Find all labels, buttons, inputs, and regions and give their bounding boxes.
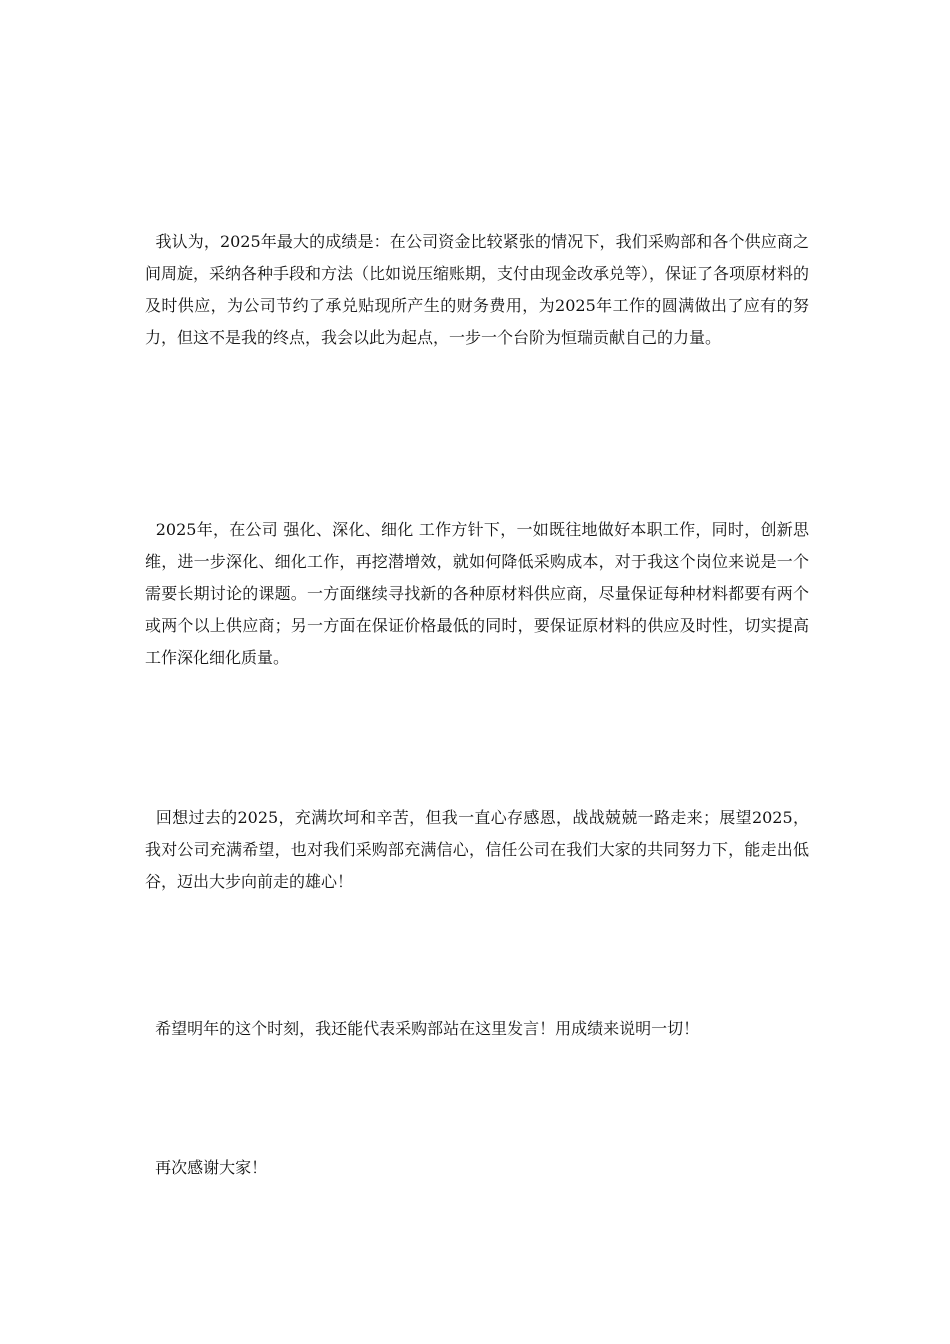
paragraph-review-outlook: 回想过去的2025，充满坎坷和辛苦，但我一直心存感恩，战战兢兢一路走来；展望2025，我对公司充满希望，也对我们采购部充满信心，信任公司在我们大家的共同努力下，能走出低谷，迈出大步向前走的雄心！ [145, 808, 809, 891]
paragraph-thanks: 再次感谢大家！ [145, 1158, 268, 1177]
paragraph-achievements: 我认为，2025年最大的成绩是：在公司资金比较紧张的情况下，我们采购部和各个供应商之间周旋，采纳各种手段和方法（比如说压缩账期，支付由现金改承兑等），保证了各项原材料的及时供应，为公司节约了承兑贴现所产生的财务费用，为2025年工作的圆满做出了应有的努力，但这不是我的终点，我会以此为起点，一步一个台阶为恒瑞贡献自己的力量。 [145, 232, 810, 347]
paragraph-hope: 希望明年的这个时刻，我还能代表采购部站在这里发言！用成绩来说明一切！ [145, 1019, 700, 1038]
paragraph-work-plan: 2025年，在公司 强化、深化、细化 工作方针下，一如既往地做好本职工作，同时，创新思维，进一步深化、细化工作，再挖潜增效，就如何降低采购成本，对于我这个岗位来说是一个需要长期讨论的课题。一方面继续寻找新的各种原材料供应商，尽量保证每种材料都要有两个或两个以上供应商；另一方面在保证价格最低的同时，要保证原材料的供应及时性，切实提高工作深化细化质量。 [145, 520, 809, 667]
